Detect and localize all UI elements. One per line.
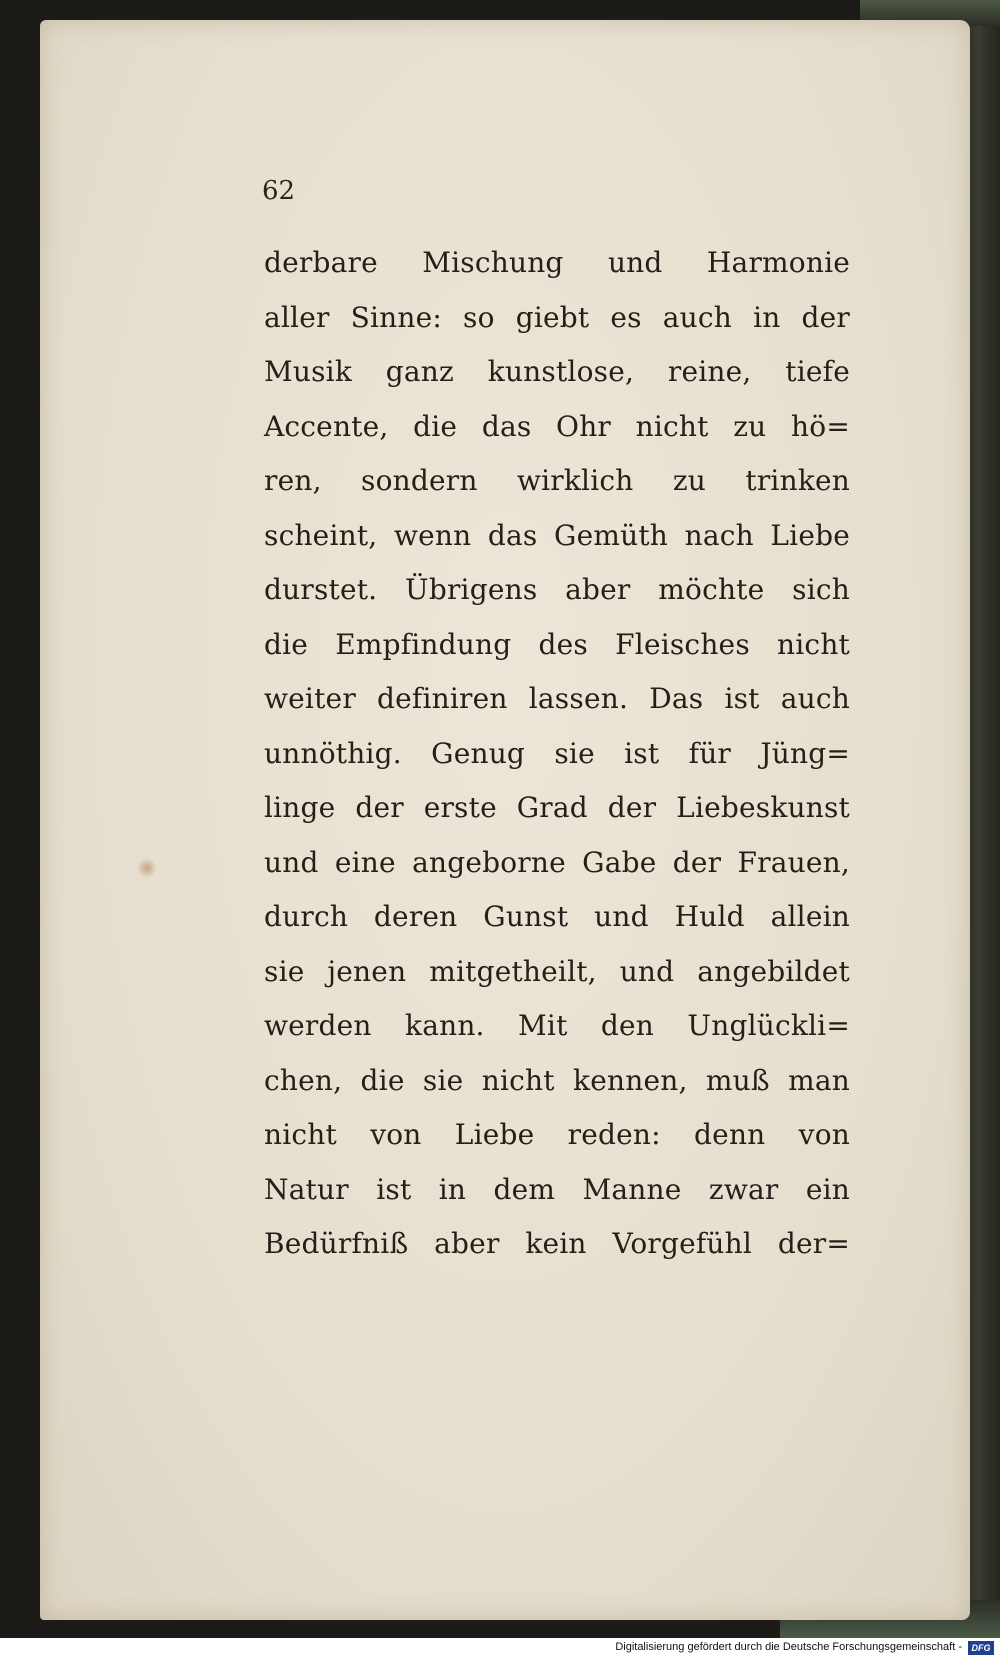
text-line: Natur ist in dem Manne zwar ein: [264, 1172, 850, 1206]
text-line: die Empfindung des Fleisches nicht: [264, 627, 850, 661]
text-line: aller Sinne: so giebt es auch in der: [264, 300, 850, 334]
body-text: [264, 236, 850, 1272]
text-line: durstet. Übrigens aber möchte sich: [264, 573, 850, 606]
footer-bar: [0, 1638, 1000, 1659]
text-line: weiter definiren lassen. Das ist auch: [264, 682, 850, 715]
text-line: scheint, wenn das Gemüth nach Liebe: [264, 518, 850, 552]
text-line: unnöthig. Genug sie ist für Jüng=: [264, 736, 850, 770]
dfg-logo: DFG: [968, 1641, 994, 1655]
text-line: Musik ganz kunstlose, reine, tiefe: [264, 355, 850, 388]
text-line: und eine angeborne Gabe der Frauen,: [264, 845, 850, 879]
text-line: Bedürfniß aber kein Vorgefühl der=: [264, 1227, 850, 1260]
text-line: linge der erste Grad der Liebeskunst: [264, 791, 850, 824]
funding-credit: Digitalisierung gefördert durch die Deutsche Forschungsgemeinschaft -: [615, 1641, 962, 1653]
text-line: derbare Mischung und Harmonie: [264, 246, 850, 279]
text-line: chen, die sie nicht kennen, muß man: [264, 1063, 850, 1097]
text-line: werden kann. Mit den Unglückli=: [264, 1009, 850, 1042]
paper-stain: [138, 858, 156, 878]
text-line: ren, sondern wirklich zu trinken: [264, 464, 850, 497]
page-number: 62: [262, 176, 296, 206]
text-line: nicht von Liebe reden: denn von: [264, 1118, 850, 1151]
text-line: Accente, die das Ohr nicht zu hö=: [264, 409, 850, 443]
text-line: sie jenen mitgetheilt, und angebildet: [264, 954, 850, 988]
text-line: durch deren Gunst und Huld allein: [264, 900, 850, 933]
